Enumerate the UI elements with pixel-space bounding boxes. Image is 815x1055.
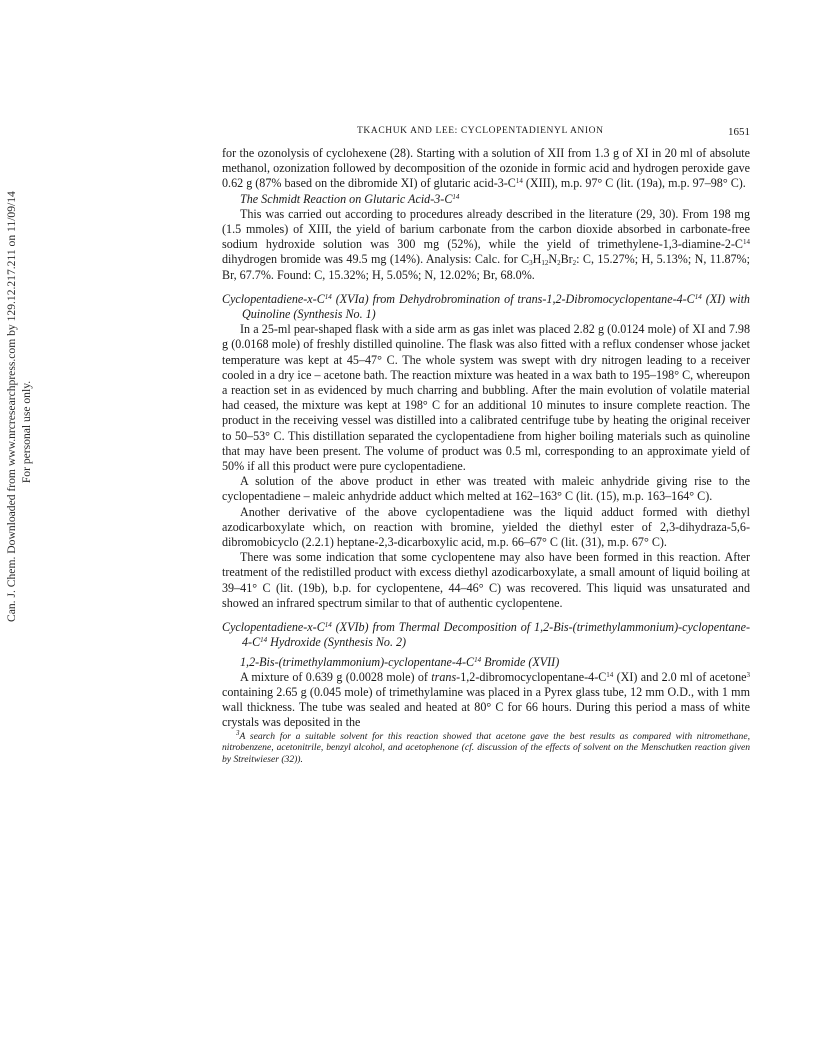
heading-synthesis-2: Cyclopentadiene-$x-C^{14}$ (XVIb) from Thermal Decomposition of $1,2-Bis-(trimethylammonium)-cyclopentane-4-C^{14}$ Hydroxide (Synthesis No. 2) <box>222 620 750 650</box>
watermark-line-1: Can. J. Chem. Downloaded from www.nrcresearchpress.com by 129.12.217.211 on 11/09/14 <box>5 191 18 622</box>
download-watermark <box>4 191 44 622</box>
paragraph-azodicarboxylate: Another derivative of the above cyclopentadiene was the liquid adduct formed with diethyl azodicarboxylate which, on reaction with bromine, yielded the diethyl ester of 2,3-dihydraza-5,6-dibromobicyclo (2.2.1) heptane-2,3-dicarboxylic acid, m.p. 66–67° C (lit. (31), m.p. 67° C). <box>222 504 750 550</box>
running-head-title: TKACHUK AND LEE: CYCLOPENTADIENYL ANION <box>357 126 604 136</box>
footnote-marker: 3 <box>236 728 240 737</box>
footnote-3: $^3$A search for a suitable solvent for this reaction showed that acetone gave the best results as compared with nitromethane, nitrobenzene, acetonitrile, benzyl alcohol, and acetophenone (cf. discussion of the effects of solvent on the Menschutken reaction given by Streitwieser (32)). <box>222 728 750 765</box>
paragraph-ozonolysis: for the ozonolysis of cyclohexene (28). Starting with a solution of XII from 1.3 g of XI in 20 ml of absolute methanol, ozonization followed by decomposition of the ozonide in formic acid and hydrogen peroxide gave 0.62 g (87% based on the dibromide XI) of glutaric acid-$3-C^{14}$ (XIII), m.p. 97° C (lit. (19a), m.p. 97–98° C). <box>222 146 750 191</box>
paragraph-schmidt: This was carried out according to procedures already described in the literature (29, 30). From 198 mg (1.5 mmoles) of XIII, the yield of barium carbonate from the carbon dioxide absorbed in carbonate-free sodium hydroxide solution was 300 mg (52%), while the yield of trimethylene-$1,3-diamine-2-C^{14}$ dihydrogen bromide was 49.5 mg (14%). Analysis: Calc. for $C_3H_{12}N_2Br_2$: C, 15.27%; H, 5.13%; N, 11.87%; Br, 67.7%. Found: C, 15.32%; H, 5.05%; N, 12.02%; Br, 68.0%. <box>222 206 750 282</box>
heading-synthesis-1: Cyclopentadiene-$x-C^{14}$ (XVIa) from Dehydrobromination of trans-$1,2-Dibromocyclopentane-4-C^{14}$ (XI) with Quinoline (Synthesis No. 1) <box>222 291 750 322</box>
paragraph-trimethylamine: A mixture of 0.639 g (0.0028 mole) of trans-$1,2-dibromocyclopentane-4-C^{14}$ (XI) and 2.0 ml of acetone$^3$ containing 2.65 g (0.045 mole) of trimethylamine was placed in a Pyrex glass tube, 12 mm O.D., with 1 mm wall thickness. The tube was sealed and heated at 80° C for 66 hours. During this period a mass of white crystals was deposited in the <box>222 669 750 730</box>
paragraph-cyclopentene: There was some indication that some cyclopentene may also have been formed in this reaction. After treatment of the redistilled product with excess diethyl azodicarboxylate, a small amount of liquid boiling at 39–41° C (lit. (19b), b.p. for cyclopentene, 44–46° C) was recovered. This liquid was unsaturated and showed an infrared spectrum similar to that of authentic cyclopentene. <box>222 550 750 610</box>
article-body <box>222 146 750 765</box>
heading-schmidt-reaction: The Schmidt Reaction on Glutaric Acid-$3-C^{14}$ <box>240 191 460 206</box>
heading-bromide-xvii: $1,2-Bis-(trimethylammonium)-cyclopentane-4-C^{14}$ Bromide (XVII) <box>240 654 560 669</box>
paragraph-maleic-adduct: A solution of the above product in ether was treated with maleic anhydride giving rise to the cyclopentadiene – maleic anhydride adduct which melted at 162–163° C (lit. (15), m.p. 163–164° C). <box>222 474 750 504</box>
paragraph-dehydrobromination: In a 25-ml pear-shaped flask with a side arm as gas inlet was placed 2.82 g (0.0124 mole) of XI and 7.98 g (0.0168 mole) of freshly distilled quinoline. The flask was also fitted with a reflux condenser whose jacket temperature was kept at 45–47° C. The whole system was swept with dry nitrogen leading to a receiver cooled in a dry ice – acetone bath. The reaction mixture was heated in a wax bath to 195–198° C, whereupon a reaction set in as evidenced by much charring and bubbling. After the main evolution of volatile material had ceased, the mixture was kept at 198° C for an additional 10 minutes to insure complete reaction. The product in the receiving vessel was distilled into a calibrated centrifuge tube by heating the original receiver to 50–53° C. This distillation separated the cyclopentadiene from higher boiling materials such as quinoline that may have been present. The volume of product was 0.5 ml, corresponding to an approximate yield of 50% if all this product were pure cyclopentadiene. <box>222 322 750 474</box>
watermark-line-2: For personal use only. <box>20 380 33 484</box>
page-number: 1651 <box>728 126 750 138</box>
